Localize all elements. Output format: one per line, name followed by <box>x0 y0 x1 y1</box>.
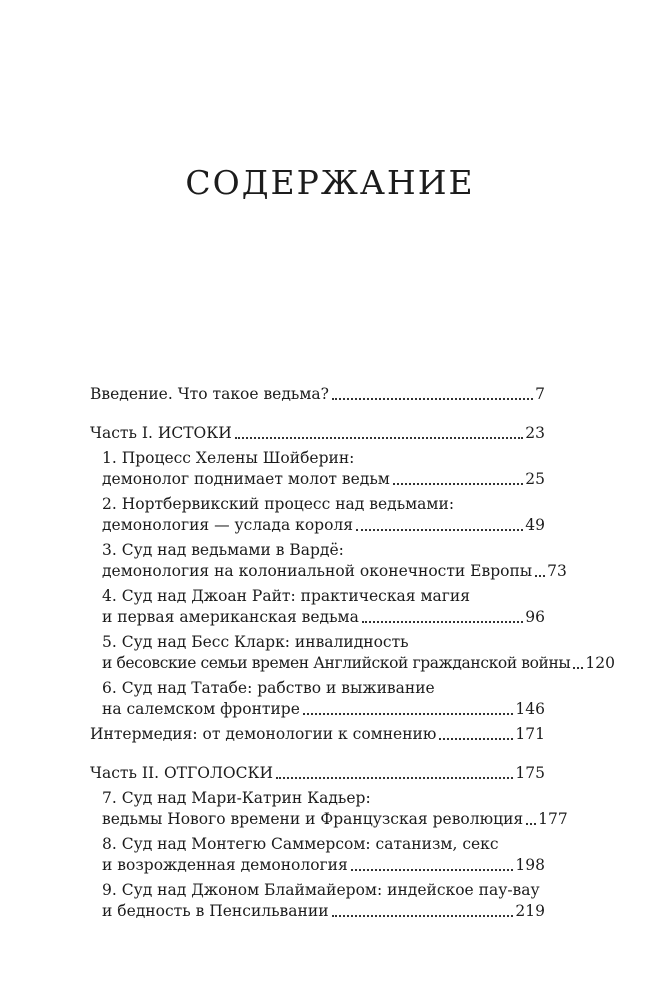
toc-entry-subtitle: на салемском фронтире <box>102 700 300 718</box>
toc-entry-title: Часть II. ОТГОЛОСКИ <box>90 764 273 782</box>
toc-page-number: 73 <box>547 562 567 580</box>
toc-page-number: 175 <box>515 764 545 782</box>
dot-leader <box>303 712 514 715</box>
toc-entry-title: 5. Суд над Бесс Кларк: инвалидность <box>102 633 409 651</box>
toc-entry-title: 9. Суд над Джоном Блаймайером: индейское пау-вау <box>102 881 540 899</box>
toc-page-number: 171 <box>515 725 545 743</box>
toc-page-number: 219 <box>515 902 545 920</box>
dot-leader <box>393 482 523 485</box>
toc-entry-title: 6. Суд над Татабе: рабство и выживание <box>102 679 435 697</box>
toc-entry-ch1[interactable] <box>90 448 545 490</box>
toc-page-number: 120 <box>585 654 615 672</box>
toc-entry-subtitle: демонология — услада короля <box>102 516 354 534</box>
dot-leader <box>332 397 533 400</box>
toc-entry-intro[interactable] <box>90 384 545 405</box>
toc-entry-part1[interactable] <box>90 423 545 444</box>
toc-entry-subtitle: демонология на колониальной оконечности Европы <box>102 562 533 580</box>
toc-page-number: 198 <box>515 856 545 874</box>
dot-leader <box>276 776 513 779</box>
toc-page-number: 23 <box>525 424 545 442</box>
toc-entry-title: Интермедия: от демонологии к сомнению <box>90 725 437 743</box>
toc-entry-ch2[interactable] <box>90 494 545 536</box>
toc-entry-interlude[interactable] <box>90 724 545 745</box>
toc-entry-title: 1. Процесс Хелены Шойберин: <box>102 449 355 467</box>
toc-entry-title: Часть I. ИСТОКИ <box>90 424 232 442</box>
toc-page-number: 25 <box>525 470 545 488</box>
toc-page-number: 146 <box>515 700 545 718</box>
toc-entry-ch7[interactable] <box>90 788 568 830</box>
toc-entry-subtitle: ведьмы Нового времени и Французская революция <box>102 810 524 828</box>
dot-leader <box>356 528 523 531</box>
dot-leader <box>439 737 513 740</box>
toc-entry-ch4[interactable] <box>90 586 545 628</box>
toc-entry-title: Введение. Что такое ведьма? <box>90 385 329 403</box>
toc-entry-subtitle: демонолог поднимает молот ведьм <box>102 470 390 488</box>
toc-entry-ch8[interactable] <box>90 834 545 876</box>
dot-leader <box>235 436 524 439</box>
toc-entry-title: 3. Суд над ведьмами в Вардё: <box>102 541 344 559</box>
toc-page-number: 96 <box>525 608 545 626</box>
toc-entry-title: 7. Суд над Мари-Катрин Кадьер: <box>102 789 371 807</box>
toc-entry-ch3[interactable] <box>90 540 567 582</box>
toc-entry-ch5[interactable] <box>90 632 615 674</box>
toc-entry-ch9[interactable] <box>90 880 545 922</box>
dot-leader <box>573 666 583 669</box>
toc-entry-subtitle: и возрожденная демонология <box>102 856 348 874</box>
toc-entry-subtitle: и бедность в Пенсильвании <box>102 902 329 920</box>
dot-leader <box>535 574 545 577</box>
table-of-contents <box>90 384 615 922</box>
dot-leader <box>332 914 514 917</box>
toc-entry-subtitle: и бесовские семьи времен Английской гражданской войны <box>102 654 571 672</box>
page-title: СОДЕРЖАНИЕ <box>185 163 475 202</box>
dot-leader <box>351 868 514 871</box>
toc-page-number: 177 <box>538 810 568 828</box>
toc-page-number: 49 <box>525 516 545 534</box>
toc-entry-title: 2. Нортбервикский процесс над ведьмами: <box>102 495 455 513</box>
toc-page-number: 7 <box>535 385 545 403</box>
toc-entry-title: 8. Суд над Монтегю Саммерсом: сатанизм, секс <box>102 835 499 853</box>
toc-entry-part2[interactable] <box>90 763 545 784</box>
toc-entry-subtitle: и первая американская ведьма <box>102 608 359 626</box>
dot-leader <box>362 620 523 623</box>
toc-entry-title: 4. Суд над Джоан Райт: практическая магия <box>102 587 470 605</box>
toc-entry-ch6[interactable] <box>90 678 545 720</box>
dot-leader <box>526 822 536 825</box>
